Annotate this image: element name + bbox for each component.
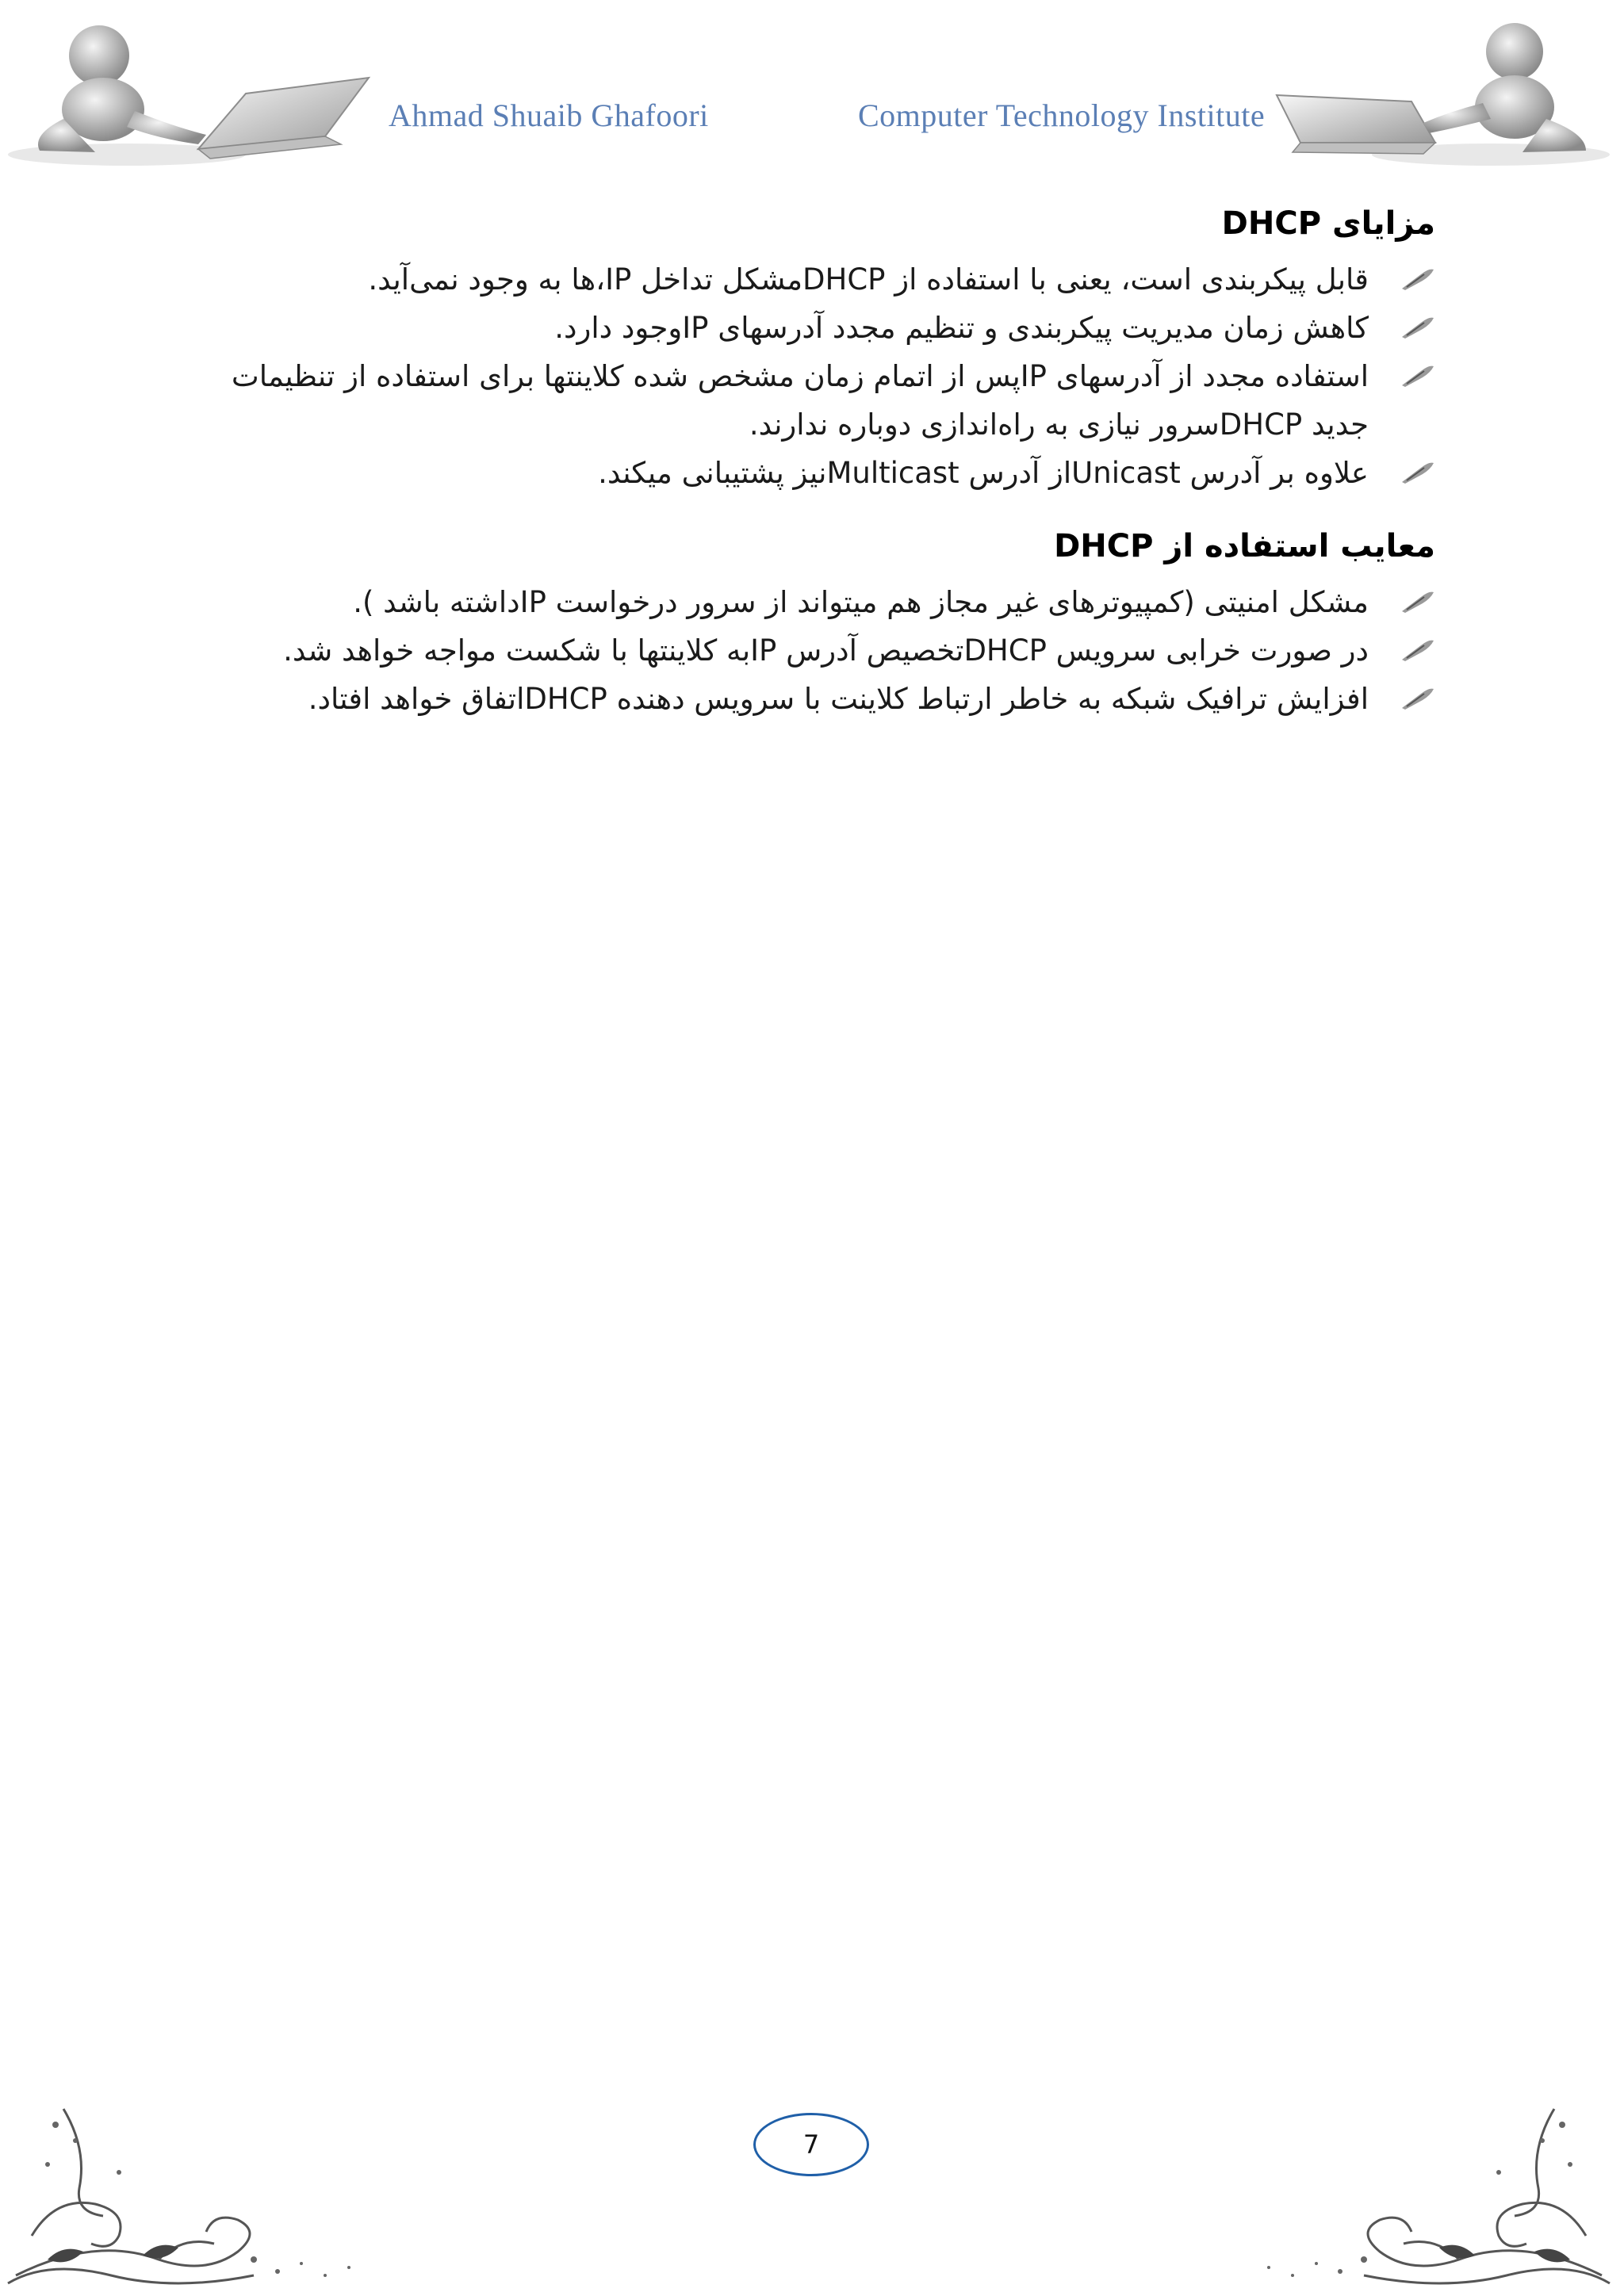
list-item-text: علاوه بر آدرس Unicastاز آدرس Multicastنیز پشتیبانی میکند. <box>598 456 1369 490</box>
header-institute: Computer Technology Institute <box>858 98 1266 133</box>
figure-with-laptop-icon <box>8 8 389 174</box>
list-item <box>230 304 1369 352</box>
quill-pen-icon <box>1400 589 1435 614</box>
section-title-advantages: مزایای DHCP <box>1221 205 1435 242</box>
list-item-text: استفاده مجدد از آدرسهای IPپس از اتمام زمان مشخص شده کلاینتها برای استفاده از تنظیمات جدید DHCPسرور نیازی به راه‌اندازی دوباره ندارند. <box>231 359 1369 442</box>
quill-pen-icon <box>1400 460 1435 485</box>
list-item-text: مشکل امنیتی (کمپیوترهای غیر مجاز هم میتواند از سرور درخواست IPداشته باشد ). <box>353 585 1369 619</box>
list-item-text: قابل پیکربندی است، یعنی با استفاده از DHCPمشکل تداخل IP،ها به وجود نمی‌آید. <box>368 262 1369 297</box>
list-item <box>230 626 1369 675</box>
page-header <box>0 0 1624 182</box>
quill-pen-icon <box>1400 637 1435 663</box>
list-item <box>230 578 1369 626</box>
list-item <box>230 449 1369 497</box>
list-item-text: کاهش زمان مدیریت پیکربندی و تنظیم مجدد آدرسهای IPوجود دارد. <box>554 311 1369 345</box>
header-author: Ahmad Shuaib Ghafoori <box>389 98 709 133</box>
quill-pen-icon <box>1400 363 1435 388</box>
list-item <box>230 352 1369 449</box>
disadvantages-list <box>230 578 1435 723</box>
quill-pen-icon <box>1400 315 1435 340</box>
section-title-disadvantages: معایب استفاده از DHCP <box>1054 528 1435 564</box>
floral-swirl-ornament <box>1221 2077 1618 2296</box>
list-item-text: افزایش ترافیک شبکه به خاطر ارتباط کلاینت با سرویس دهنده DHCPاتفاق خواهد افتاد. <box>308 682 1369 716</box>
list-item <box>230 255 1369 304</box>
quill-pen-icon <box>1400 266 1435 292</box>
list-item <box>230 675 1369 723</box>
quill-pen-icon <box>1400 686 1435 711</box>
figure-with-laptop-icon <box>1253 8 1618 174</box>
advantages-list <box>230 255 1435 497</box>
floral-swirl-ornament <box>0 2077 396 2296</box>
document-body <box>230 198 1435 723</box>
list-item-text: در صورت خرابی سرویس DHCPتخصیص آدرس IPبه کلاینتها با شکست مواجه خواهد شد. <box>283 633 1369 668</box>
page-number: 7 <box>753 2113 869 2176</box>
